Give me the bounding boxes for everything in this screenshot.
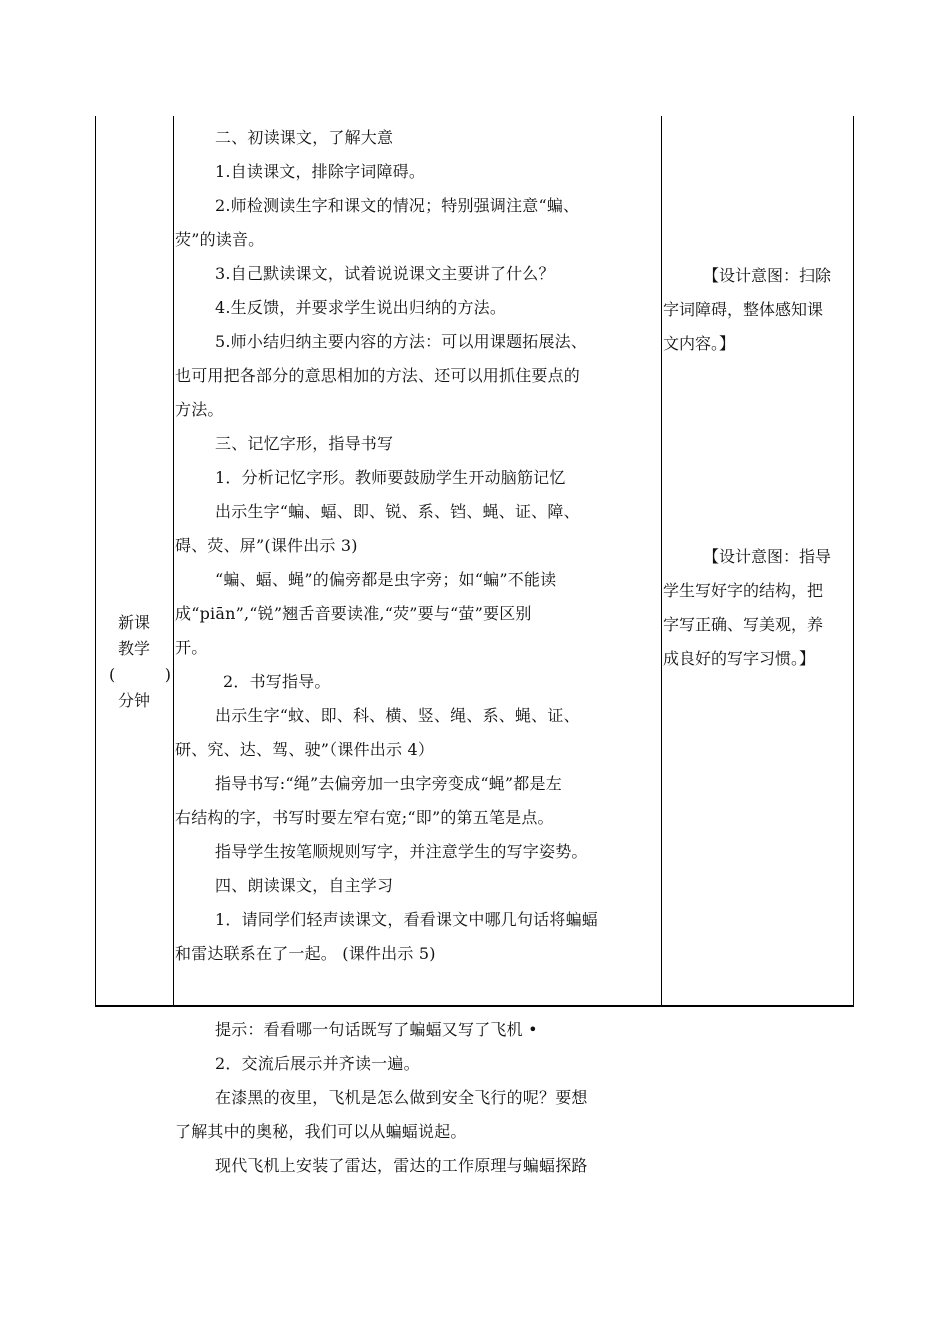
section-label-line: 新课 xyxy=(117,613,150,632)
content-line: 现代飞机上安装了雷达，雷达的工作原理与蝙蝠探路 xyxy=(215,1156,588,1175)
content-line: 四、朗读课文，自主学习 xyxy=(215,876,394,895)
section-label-line: 教学 xyxy=(117,639,150,658)
duration-blank xyxy=(95,662,173,688)
content-line: 开。 xyxy=(175,638,208,657)
table-border-right xyxy=(853,116,854,1005)
content-line: 出示生字“蚊、即、科、横、竖、绳、系、蝇、证、 xyxy=(215,706,580,725)
design-note-line: 文内容。】 xyxy=(663,334,736,353)
content-line: 1．分析记忆字形。教师要鼓励学生开动脑筋记忆 xyxy=(215,468,566,487)
content-line: 成“piān”,“锐”翘舌音要读准,“荧”要与“萤”要区别 xyxy=(175,604,532,623)
design-note-2 xyxy=(663,540,853,676)
content-line: 和雷达联系在了一起。 (课件出示 5) xyxy=(175,944,436,963)
content-line: 出示生字“蝙、蝠、即、锐、系、铛、蝇、证、障、 xyxy=(215,502,580,521)
paren-open: ( xyxy=(109,665,116,684)
content-line: 二、初读课文，了解大意 xyxy=(215,128,394,147)
design-note-line: 学生写好字的结构，把 xyxy=(663,581,824,600)
content-line: “蝙、蝠、蝇”的偏旁都是虫字旁；如“蝙”不能读 xyxy=(215,570,557,589)
lesson-content xyxy=(175,121,661,1183)
content-line: 2.师检测读生字和课文的情况；特别强调注意“蝙、 xyxy=(215,196,580,215)
content-line: 了解其中的奥秘，我们可以从蝙蝠说起。 xyxy=(175,1122,467,1141)
content-line: 2．书写指导。 xyxy=(223,672,331,691)
content-line: 也可用把各部分的意思相加的方法、还可以用抓住要点的 xyxy=(175,366,581,385)
design-note-line: 【设计意图：扫除 xyxy=(703,266,832,285)
section-label-line: 分钟 xyxy=(117,691,150,710)
content-line: 荧”的读音。 xyxy=(175,230,265,249)
design-note-1 xyxy=(663,259,853,361)
design-note-line: 【设计意图：指导 xyxy=(703,547,832,566)
content-line: 研、究、达、驾、驶”（课件出示 4） xyxy=(175,740,435,759)
content-line: 三、记忆字形，指导书写 xyxy=(215,434,394,453)
content-line: 在漆黑的夜里，飞机是怎么做到安全飞行的呢？要想 xyxy=(215,1088,588,1107)
content-line: 2．交流后展示并齐读一遍。 xyxy=(215,1054,420,1073)
content-line: 指导书写:“绳”去偏旁加一虫字旁变成“蝇”都是左 xyxy=(215,774,562,793)
blank-space xyxy=(175,971,661,1013)
content-line: 指导学生按笔顺规则写字，并注意学生的写字姿势。 xyxy=(215,842,588,861)
table-border-left xyxy=(95,116,96,1005)
section-label xyxy=(95,610,173,714)
content-line: 3.自己默读课文，试着说说课文主要讲了什么？ xyxy=(215,264,555,283)
content-line: 1.自读课文，排除字词障碍。 xyxy=(215,162,426,181)
content-line: 1．请同学们轻声读课文，看看课文中哪几句话将蝙蝠 xyxy=(215,910,598,929)
column-divider-2 xyxy=(661,116,662,1005)
design-note-line: 字词障碍，整体感知课 xyxy=(663,300,824,319)
lesson-table xyxy=(95,116,854,1175)
content-line: 右结构的字，书写时要左窄右宽;“即”的第五笔是点。 xyxy=(175,808,554,827)
content-line: 4.生反馈，并要求学生说出归纳的方法。 xyxy=(215,298,507,317)
content-line: 5.师小结归纳主要内容的方法：可以用课题拓展法、 xyxy=(215,332,588,351)
content-line: 碍、荧、屏”(课件出示 3) xyxy=(175,536,358,555)
column-divider-1 xyxy=(173,116,174,1005)
design-note-line: 字写正确、写美观，养 xyxy=(663,615,824,634)
design-note-line: 成良好的写字习惯。】 xyxy=(663,649,816,668)
content-line: 方法。 xyxy=(175,400,224,419)
content-line: 提示：看看哪一句话既写了蝙蝠又写了飞机 • xyxy=(215,1020,538,1039)
paren-close: ) xyxy=(164,665,171,684)
